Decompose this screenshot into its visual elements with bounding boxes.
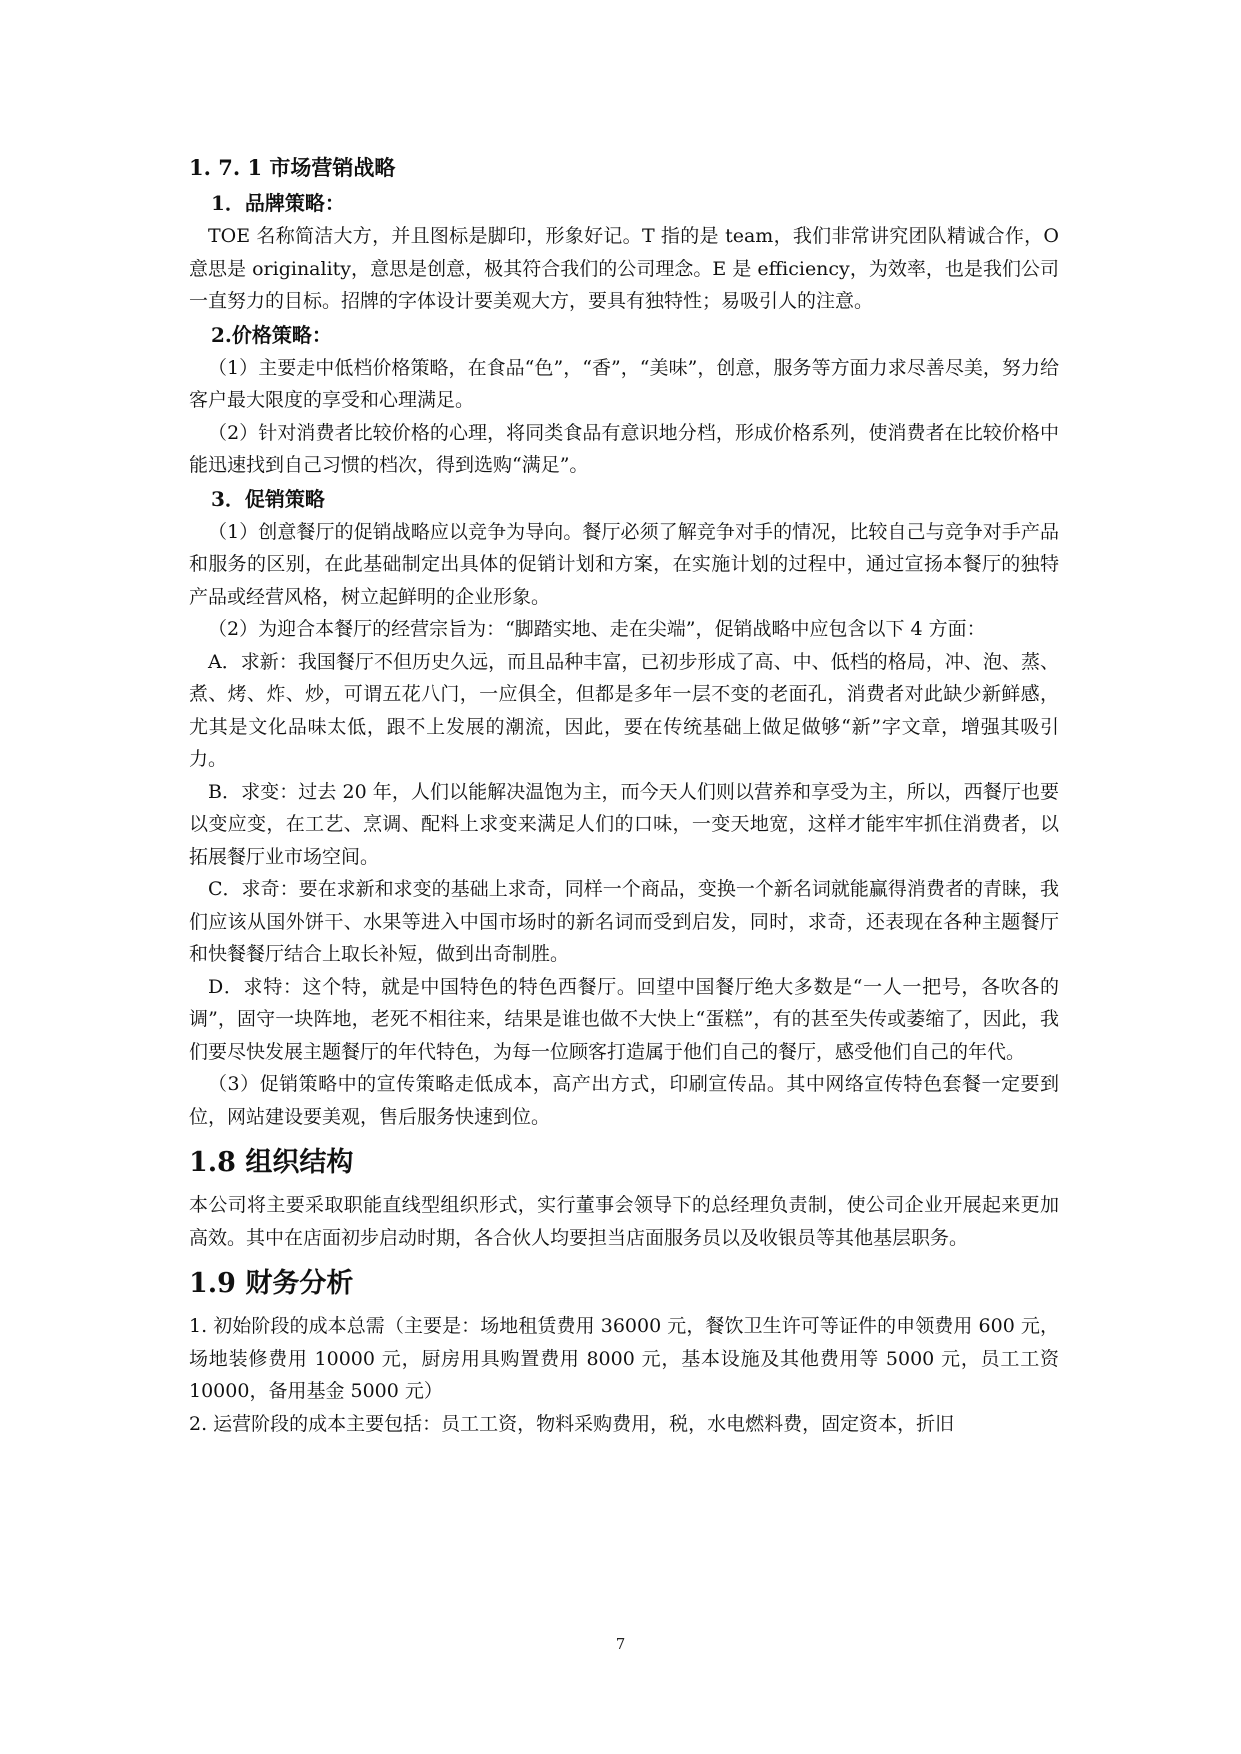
promotion-item-c: C．求奇：要在求新和求变的基础上求奇，同样一个商品，变换一个新名词就能赢得消费者的青睐，我们应该从国外饼干、水果等进入中国市场时的新名词而受到启发，同时，求奇，还表现在各种主题餐厅和快餐餐厅结合上取长补短，做到出奇制胜。 xyxy=(189,878,1059,965)
price-strategy-paragraph-2: （2）针对消费者比较价格的心理，将同类食品有意识地分档，形成价格系列，使消费者在比较价格中能迅速找到自己习惯的档次，得到选购“满足”。 xyxy=(189,421,1059,476)
brand-strategy-paragraph: TOE 名称简洁大方，并且图标是脚印，形象好记。T 指的是 team，我们非常讲究团队精诚合作，O 意思是 originality，意思是创意，极其符合我们的公司理念。E 是 efficiency，为效率，也是我们公司一直努力的目标。招牌的字体设计要美观大方，要具有独特性；易吸引人的注意。 xyxy=(189,225,1059,312)
promotion-paragraph-2: （2）为迎合本餐厅的经营宗旨为：“脚踏实地、走在尖端”，促销战略中应包含以下 4 方面： xyxy=(208,618,986,640)
section-heading-1-9: 1.9 财务分析 xyxy=(189,1268,354,1299)
promotion-paragraph-1: （1）创意餐厅的促销战略应以竞争为导向。餐厅必须了解竞争对手的情况，比较自己与竞争对手产品和服务的区别，在此基础制定出具体的促销计划和方案，在实施计划的过程中，通过宣扬本餐厅的独特产品或经营风格，树立起鲜明的企业形象。 xyxy=(189,520,1059,608)
price-strategy-paragraph-1: （1）主要走中低档价格策略，在食品“色”，“香”，“美味”，创意，服务等方面力求尽善尽美，努力给客户最大限度的享受和心理满足。 xyxy=(189,356,1059,411)
organization-paragraph: 本公司将主要采取职能直线型组织形式，实行董事会领导下的总经理负责制，使公司企业开展起来更加高效。其中在店面初步启动时期，各合伙人均要担当店面服务员以及收银员等其他基层职务。 xyxy=(189,1194,1059,1249)
promotion-item-d: D．求特：这个特，就是中国特色的特色西餐厅。回望中国餐厅绝大多数是“一人一把号，各吹各的调”，固守一块阵地，老死不相往来，结果是谁也做不大快上“蛋糕”，有的甚至失传或萎缩了，因此，我们要尽快发展主题餐厅的年代特色，为每一位顾客打造属于他们自己的餐厅，感受他们自己的年代。 xyxy=(189,975,1059,1063)
promotion-paragraph-3: （3）促销策略中的宣传策略走低成本，高产出方式，印刷宣传品。其中网络宣传特色套餐一定要到位，网站建设要美观，售后服务快速到位。 xyxy=(189,1073,1059,1128)
promotion-item-b: B．求变：过去 20 年，人们以能解决温饱为主，而今天人们则以营养和享受为主，所以，西餐厅也要以变应变，在工艺、烹调、配料上求变来满足人们的口味，一变天地宽，这样才能牢牢抓住消费者，以拓展餐厅业市场空间。 xyxy=(189,780,1059,868)
section-heading-1-7-1: 1. 7. 1 市场营销战略 xyxy=(189,155,396,180)
page-number: 7 xyxy=(615,1635,626,1653)
promotion-item-a: A．求新：我国餐厅不但历史久远，而且品种丰富，已初步形成了高、中、低档的格局，冲、泡、蒸、煮、烤、炸、炒，可谓五花八门，一应俱全，但都是多年一层不变的老面孔，消费者对此缺少新鲜感，尤其是文化品味太低，跟不上发展的潮流，因此，要在传统基础上做足做够“新”字文章，增强其吸引力。 xyxy=(189,650,1059,770)
brand-strategy-heading: 1．品牌策略： xyxy=(211,191,345,215)
page-content xyxy=(189,150,1059,1440)
promotion-strategy-heading: 3．促销策略 xyxy=(211,486,325,511)
finance-paragraph-1: 1. 初始阶段的成本总需（主要是：场地租赁费用 36000 元，餐饮卫生许可等证件的申领费用 600 元，场地装修费用 10000 元，厨房用具购置费用 8000 元，基本设施及其他费用等 5000 元，员工工资 10000，备用基金 5000 元） xyxy=(189,1315,1059,1402)
finance-paragraph-2: 2. 运营阶段的成本主要包括：员工工资，物料采购费用，税，水电燃料费，固定资本，折旧 xyxy=(189,1412,955,1435)
price-strategy-heading: 2.价格策略： xyxy=(211,322,332,347)
section-heading-1-8: 1.8 组织结构 xyxy=(189,1147,354,1178)
